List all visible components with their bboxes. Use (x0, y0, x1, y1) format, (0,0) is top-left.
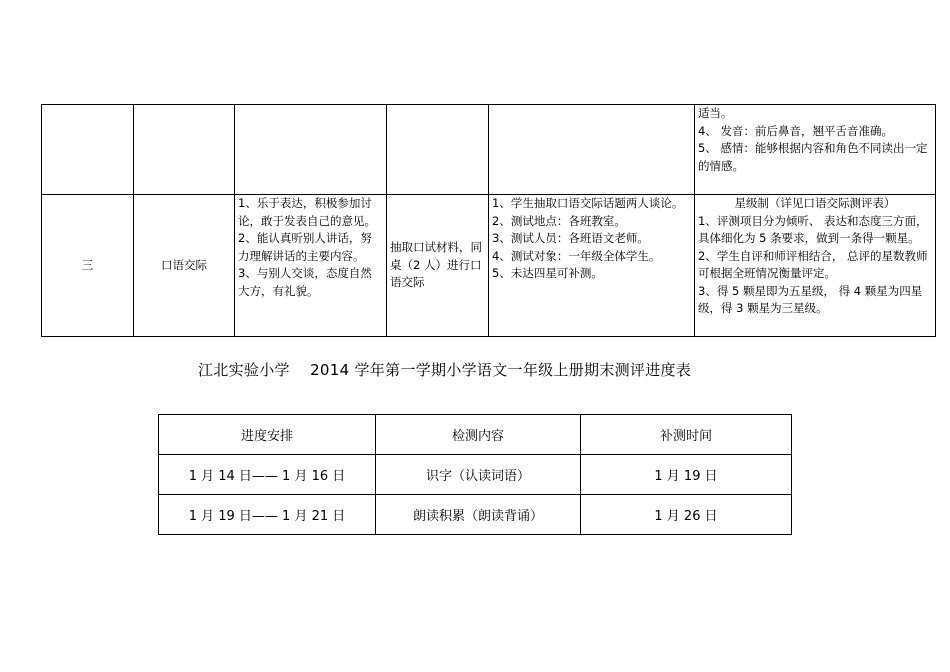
retest-cell: 1 月 19 日 (581, 455, 792, 495)
criteria-line: 5、 感情：能够根据内容和角色不同读出一定的情感。 (698, 141, 928, 173)
evaluation-line: 3、得 5 颗星即为五星级， 得 4 颗星为四星级，得 3 颗星为三星级。 (698, 283, 923, 315)
goal-line: 2、能认真听别人讲话，努力理解讲话的主要内容。 (238, 231, 372, 263)
table-cell (235, 105, 387, 195)
arrangement-cell (489, 195, 695, 337)
criteria-line: 4、 发音：前后鼻音，翘平舌音准确。 (698, 123, 893, 138)
goal-line: 3、与别人交谈，态度自然大方，有礼貌。 (238, 266, 372, 298)
column-header: 检测内容 (376, 415, 581, 455)
table-header-row (159, 415, 792, 455)
goal-cell (235, 195, 387, 337)
schedule-cell: 1 月 19 日—— 1 月 21 日 (159, 495, 376, 535)
content-cell: 识字（认读词语） (376, 455, 581, 495)
arrangement-line: 4、测试对象：一年级全体学生。 (492, 248, 661, 263)
content-cell: 朗读积累（朗读背诵） (376, 495, 581, 535)
arrangement-line: 5、未达四星可补测。 (492, 266, 603, 280)
schedule-title: 江北实验小学 2014 学年第一学期小学语文一年级上册期末测评进度表 (198, 361, 692, 379)
retest-cell: 1 月 26 日 (581, 495, 792, 535)
assessment-plan-table (41, 104, 936, 337)
table-row (42, 105, 936, 195)
schedule-table (158, 414, 792, 535)
item-number: 三 (42, 195, 134, 337)
arrangement-line: 2、测试地点：各班教室。 (492, 213, 626, 228)
goal-line: 1、乐于表达，积极参加讨论，敢于发表自己的意见。 (238, 196, 376, 228)
arrangement-line: 3、测试人员：各班语文老师。 (492, 231, 649, 245)
table-cell (42, 105, 134, 195)
table-cell (489, 105, 695, 195)
schedule-cell: 1 月 14 日—— 1 月 16 日 (159, 455, 376, 495)
table-cell (134, 105, 235, 195)
table-row (42, 195, 936, 337)
evaluation-line: 2、学生自评和师评相结合， 总评的星数教师可根据全班情况衡量评定。 (698, 248, 928, 280)
item-name: 口语交际 (134, 195, 235, 337)
table-cell (387, 105, 489, 195)
arrangement-line: 1、学生抽取口语交际话题两人谈论。 (492, 196, 684, 210)
reading-criteria-cell (695, 105, 936, 195)
table-row (159, 495, 792, 535)
column-header: 补测时间 (581, 415, 792, 455)
column-header: 进度安排 (159, 415, 376, 455)
evaluation-cell (695, 195, 936, 337)
criteria-line: 适当。 (698, 106, 733, 120)
table-row (159, 455, 792, 495)
evaluation-line: 1、评测项目分为倾听、 表达和态度三方面，具体细化为 5 条要求，做到一条得一颗星。 (698, 213, 928, 245)
method-cell: 抽取口试材料，同桌（2 人）进行口语交际 (387, 195, 489, 337)
evaluation-heading: 星级制（详见口语交际测评表） (734, 196, 896, 210)
